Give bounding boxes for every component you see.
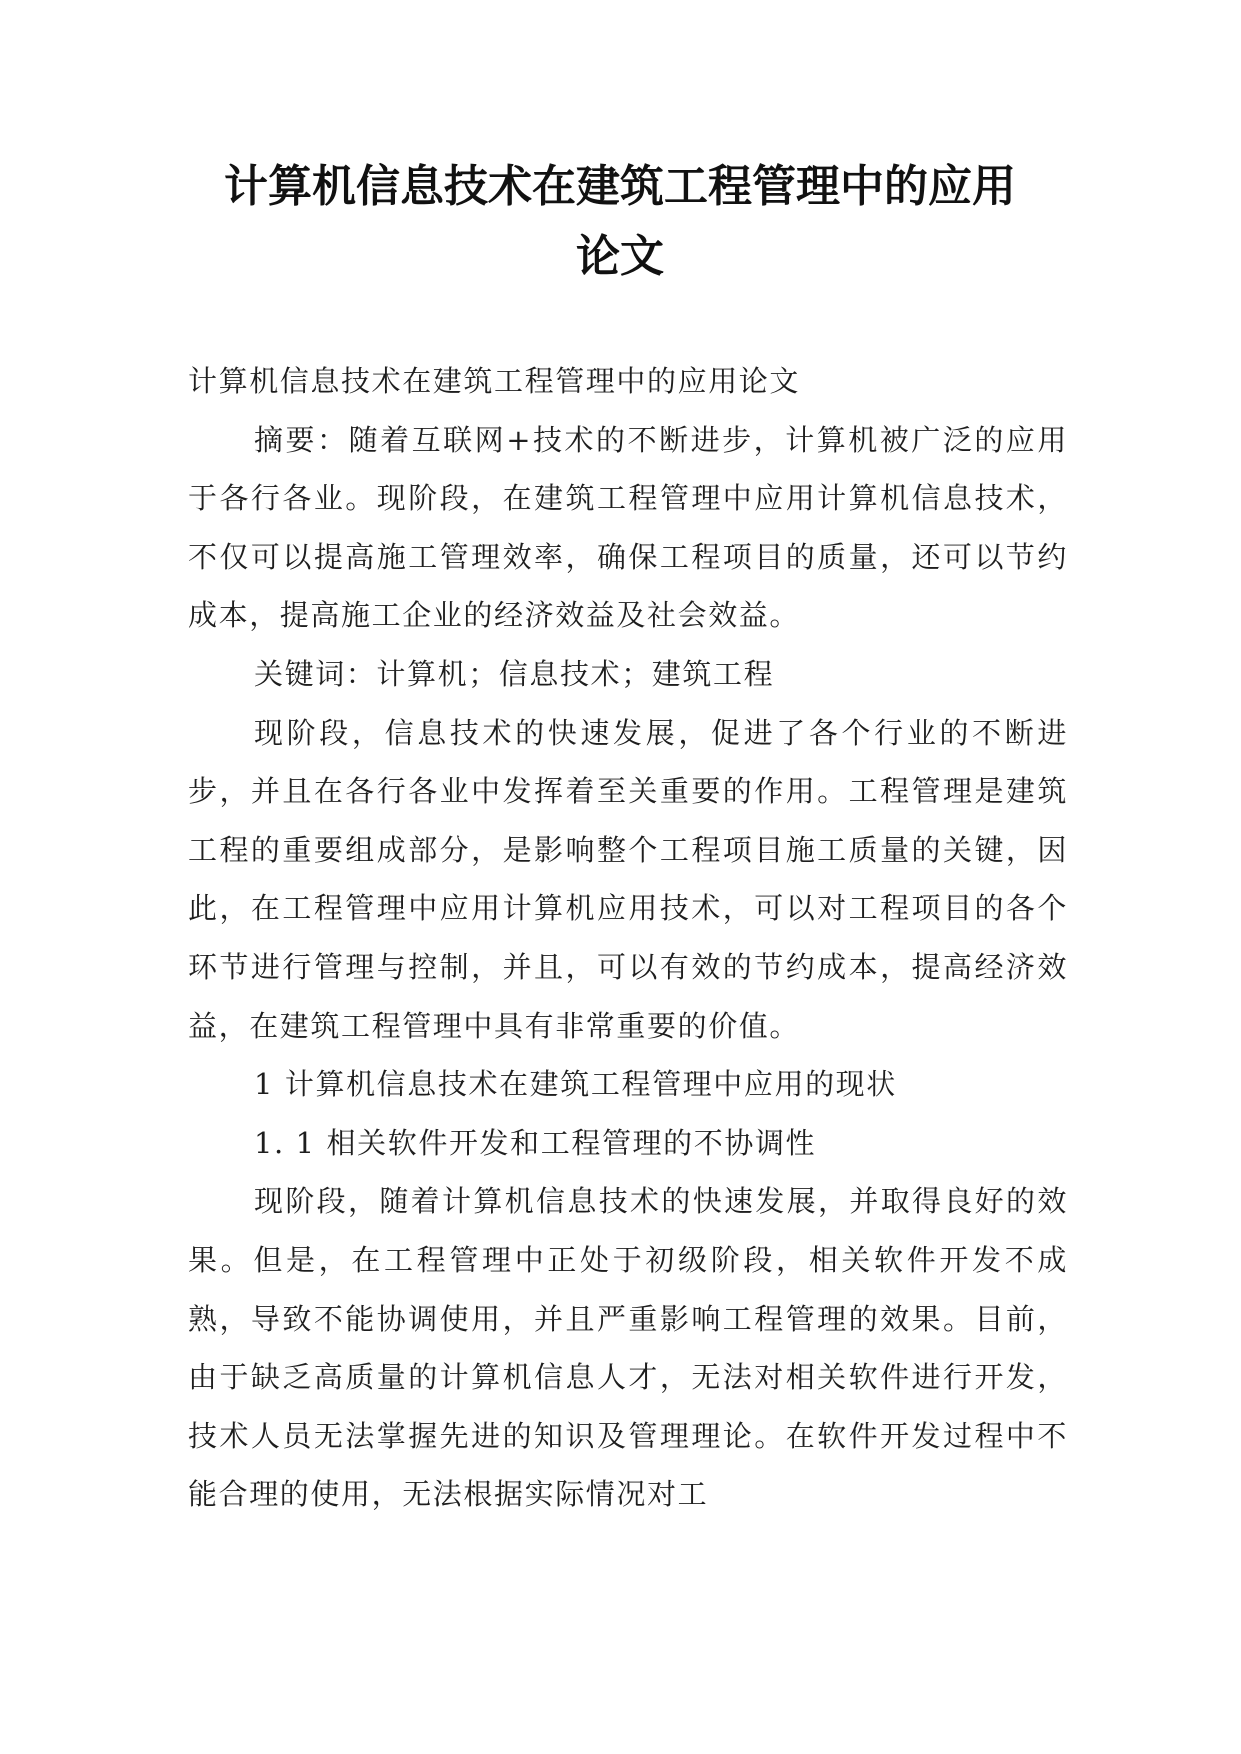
document-body xyxy=(188,352,1068,1524)
introduction-paragraph: 现阶段，信息技术的快速发展，促进了各个行业的不断进步，并且在各行各业中发挥着至关重要的作用。工程管理是建筑工程的重要组成部分，是影响整个工程项目施工质量的关键，因此，在工程管理中应用计算机应用技术，可以对工程项目的各个环节进行管理与控制，并且，可以有效的节约成本，提高经济效益，在建筑工程管理中具有非常重要的价值。 xyxy=(188,715,1068,1043)
abstract-paragraph: 摘要：随着互联网+技术的不断进步，计算机被广泛的应用于各行各业。现阶段，在建筑工程管理中应用计算机信息技术，不仅可以提高施工管理效率，确保工程项目的质量，还可以节约成本，提高施工企业的经济效益及社会效益。 xyxy=(188,422,1068,633)
subsection-heading-1-1: 1. 1 相关软件开发和工程管理的不协调性 xyxy=(254,1125,817,1160)
document-title-line-2: 论文 xyxy=(576,231,664,282)
body-paragraph: 现阶段，随着计算机信息技术的快速发展，并取得良好的效果。但是，在工程管理中正处于初级阶段，相关软件开发不成熟，导致不能协调使用，并且严重影响工程管理的效果。目前，由于缺乏高质量的计算机信息人才，无法对相关软件进行开发，技术人员无法掌握先进的知识及管理理论。在软件开发过程中不能合理的使用，无法根据实际情况对工 xyxy=(188,1184,1068,1512)
document-title-line-1: 计算机信息技术在建筑工程管理中的应用 xyxy=(224,161,1016,212)
section-heading-1: 1 计算机信息技术在建筑工程管理中应用的现状 xyxy=(254,1067,897,1102)
body-heading-paragraph: 计算机信息技术在建筑工程管理中的应用论文 xyxy=(188,364,801,398)
document-title xyxy=(160,152,1080,292)
keywords-paragraph: 关键词：计算机；信息技术；建筑工程 xyxy=(254,656,775,691)
